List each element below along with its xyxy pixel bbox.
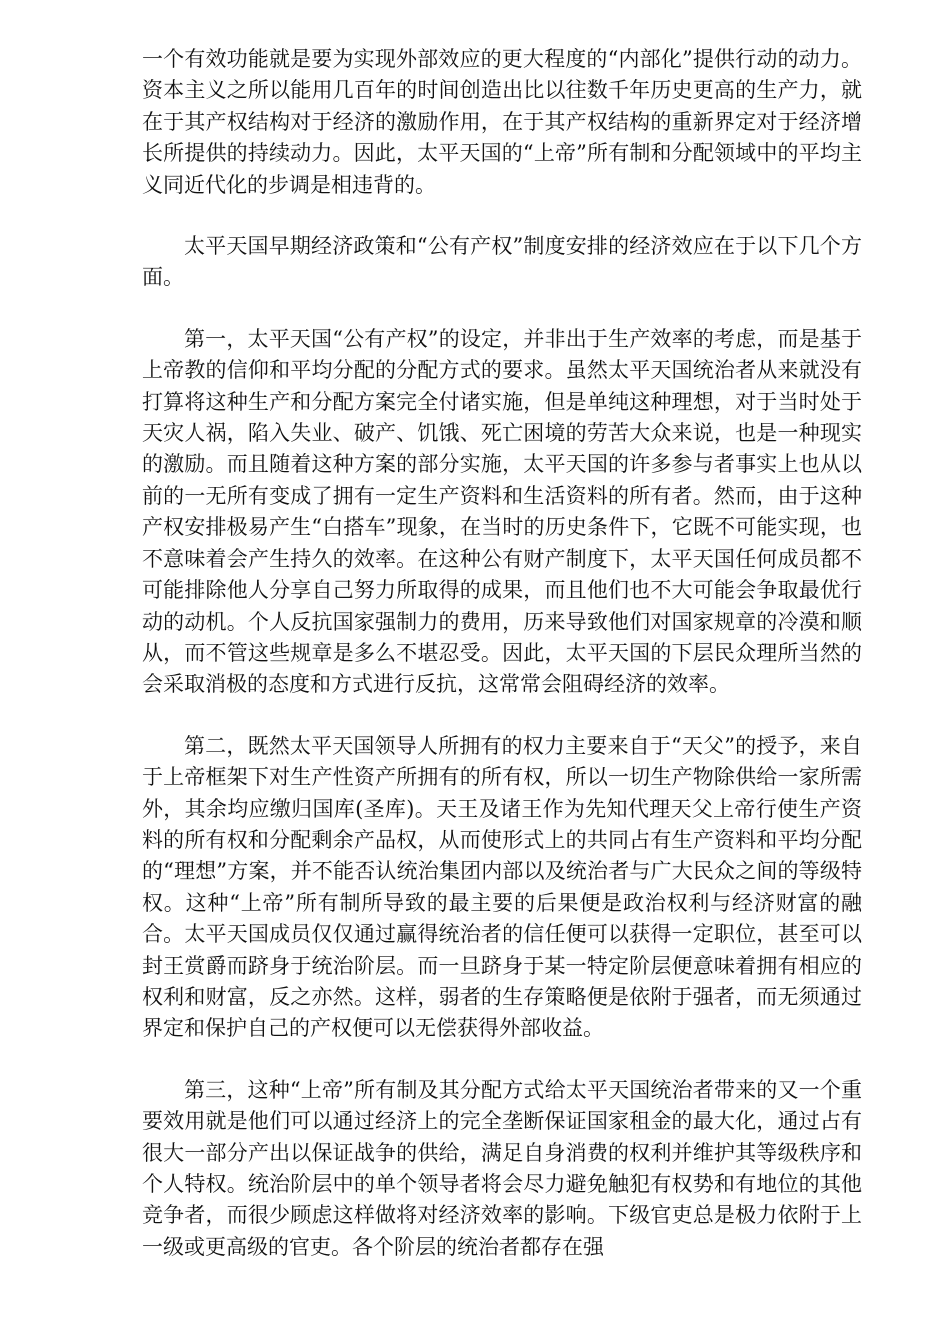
paragraph-third-point: 第三，这种“上帝”所有制及其分配方式给太平天国统治者带来的又一个重要效用就是他们可以通过经济上的完全垄断保证国家租金的最大化，通过占有很大一部分产出以保证战争的供给，满足自身消费的权利并维护其等级秩序和个人特权。统治阶层中的单个领导者将会尽力避免触犯有权势和有地位的其他竞争者，而很少顾虑这样做将对经济效率的影响。下级官吏总是极力依附于上一级或更高级的官吏。各个阶层的统治者都存在强 [142,1077,862,1259]
document-page [142,44,862,1293]
paragraph-first-point: 第一，太平天国“公有产权”的设定，并非出于生产效率的考虑，而是基于上帝教的信仰和平均分配的分配方式的要求。虽然太平天国统治者从来就没有打算将这种生产和分配方案完全付诸实施，但是单纯这种理想，对于当时处于天灾人祸，陷入失业、破产、饥饿、死亡困境的劳苦大众来说，也是一种现实的激励。而且随着这种方案的部分实施，太平天国的许多参与者事实上也从以前的一无所有变成了拥有一定生产资料和生活资料的所有者。然而，由于这种产权安排极易产生“白搭车”现象，在当时的历史条件下，它既不可能实现，也不意味着会产生持久的效率。在这种公有财产制度下，太平天国任何成员都不可能排除他人分享自己努力所取得的成果，而且他们也不大可能会争取最优行动的动机。个人反抗国家强制力的费用，历来导致他们对国家规章的冷漠和顺从，而不管这些规章是多么不堪忍受。因此，太平天国的下层民众理所当然的会采取消极的态度和方式进行反抗，这常常会阻碍经济的效率。 [142,326,862,697]
paragraph-second-point: 第二，既然太平天国领导人所拥有的权力主要来自于“天父”的授予，来自于上帝框架下对生产性资产所拥有的所有权，所以一切生产物除供给一家所需外，其余均应缴归国库(圣库)。天王及诸王作为先知代理天父上帝行使生产资料的所有权和分配剩余产品权，从而使形式上的共同占有生产资料和平均分配的“理想”方案，并不能否认统治集团内部以及统治者与广大民众之间的等级特权。这种“上帝”所有制所导致的最主要的后果便是政治权利与经济财富的融合。太平天国成员仅仅通过赢得统治者的信任便可以获得一定职位，甚至可以封王赏爵而跻身于统治阶层。而一旦跻身于某一特定阶层便意味着拥有相应的权利和财富，反之亦然。这样，弱者的生存策略便是依附于强者，而无须通过界定和保护自己的产权便可以无偿获得外部收益。 [142,733,862,1041]
paragraph-intro: 太平天国早期经济政策和“公有产权”制度安排的经济效应在于以下几个方面。 [142,234,862,290]
paragraph-continuation: 一个有效功能就是要为实现外部效应的更大程度的“内部化”提供行动的动力。资本主义之所以能用几百年的时间创造出比以往数千年历史更高的生产力，就在于其产权结构对于经济的激励作用，在于其产权结构的重新界定对于经济增长所提供的持续动力。因此，太平天国的“上帝”所有制和分配领域中的平均主义同近代化的步调是相违背的。 [142,47,862,197]
